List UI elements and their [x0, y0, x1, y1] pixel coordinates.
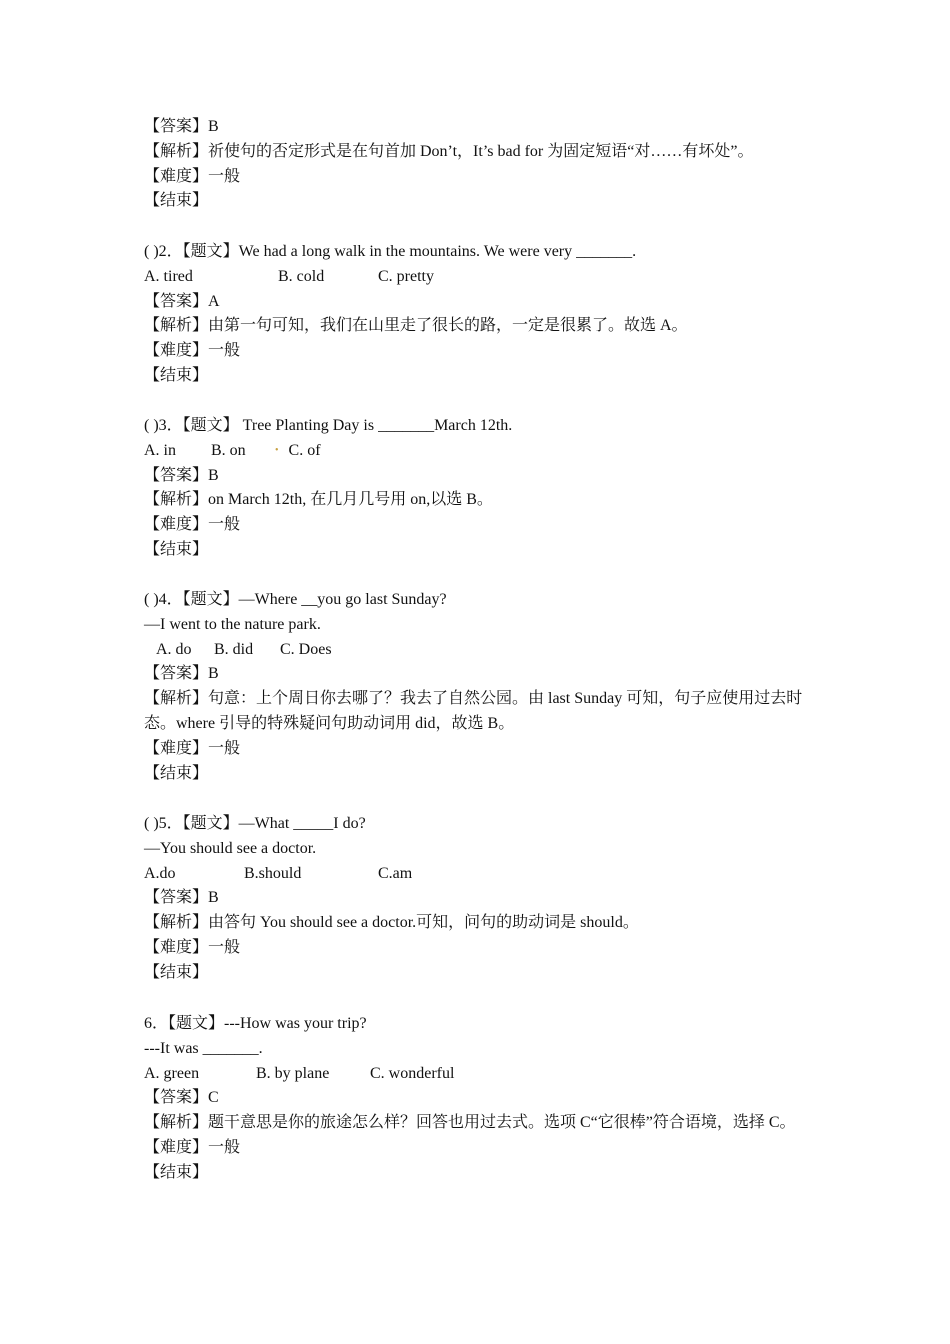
reply-line: —I went to the nature park.: [144, 615, 321, 633]
options-row: [144, 1062, 814, 1087]
options-row: [144, 862, 814, 887]
option-c: C. of: [288, 441, 321, 459]
answer-line: 【答案】A: [144, 292, 220, 310]
analysis-line: 【解析】on March 12th, 在几月几号用 on,以选 B。: [144, 491, 493, 509]
answer-line: 【答案】B: [144, 889, 219, 907]
option-a: A. tired: [144, 267, 193, 285]
question-6: [144, 1012, 814, 1186]
option-b: B. on: [211, 441, 246, 459]
end-line: 【结束】: [144, 1163, 209, 1181]
difficulty-line: 【难度】一般: [144, 938, 241, 956]
analysis-line: 【解析】由答句 You should see a doctor.可知，问句的助动词是 should。: [144, 914, 639, 932]
difficulty-line: 【难度】一般: [144, 342, 241, 360]
question-5: [144, 812, 814, 986]
question-stem: ( )3．【题文】 Tree Planting Day is _______March 12th.: [144, 417, 513, 434]
option-b: B.should: [244, 864, 302, 882]
answer-line: 【答案】B: [144, 118, 219, 135]
option-c: C. wonderful: [370, 1064, 455, 1082]
analysis-line: 【解析】祈使句的否定形式是在句首加 Don’t，It’s bad for 为固定短语“对……有坏处”。: [144, 142, 754, 160]
end-line: 【结束】: [144, 192, 209, 210]
difficulty-line: 【难度】一般: [144, 1138, 241, 1156]
option-c: C. Does: [280, 640, 332, 658]
reply-line: —You should see a doctor.: [144, 839, 317, 857]
analysis-line: 【解析】由第一句可知，我们在山里走了很长的路，一定是很累了。故选 A。: [144, 317, 688, 335]
question-stem: 6．【题文】---How was your trip?: [144, 1015, 367, 1032]
option-b: B. cold: [278, 267, 325, 285]
question-stem: ( )4．【题文】—Where __you go last Sunday?: [144, 591, 447, 608]
question-stem: ( )5．【题文】—What _____I do?: [144, 815, 366, 832]
question-1: [144, 115, 814, 214]
difficulty-line: 【难度】一般: [144, 167, 241, 185]
analysis-line: 【解析】题干意思是你的旅途怎么样？回答也用过去式。选项 C“它很棒”符合语境，选择 C。: [144, 1114, 796, 1132]
option-b: B. did: [214, 640, 254, 658]
end-line: 【结束】: [144, 366, 209, 384]
dot-mark: •: [275, 444, 279, 456]
option-c: C.am: [378, 864, 413, 882]
difficulty-line: 【难度】一般: [144, 739, 241, 757]
question-4: [144, 588, 814, 786]
option-a: A.do: [144, 864, 176, 882]
question-2: [144, 240, 814, 389]
reply-line: ---It was _______.: [144, 1039, 263, 1057]
end-line: 【结束】: [144, 963, 209, 981]
option-a: A. green: [144, 1064, 200, 1082]
option-c: C. pretty: [378, 267, 434, 285]
analysis-line: 【解析】句意：上个周日你去哪了？我去了自然公园。由 last Sunday 可知，句子应使用过去时态。where 引导的特殊疑问句助动词用 did，故选 B。: [144, 690, 803, 732]
options-row: [144, 439, 814, 464]
options-row: [144, 638, 814, 663]
answer-line: 【答案】B: [144, 466, 219, 484]
question-3: [144, 414, 814, 563]
options-row: [144, 265, 814, 290]
answer-line: 【答案】C: [144, 1089, 219, 1107]
option-b: B. by plane: [256, 1064, 330, 1082]
option-a: A. do: [156, 640, 192, 658]
end-line: 【结束】: [144, 764, 209, 782]
answer-line: 【答案】B: [144, 665, 219, 683]
end-line: 【结束】: [144, 540, 209, 558]
difficulty-line: 【难度】一般: [144, 516, 241, 534]
question-stem: ( )2．【题文】We had a long walk in the mountains. We were very _______.: [144, 243, 637, 260]
option-a: A. in: [144, 441, 176, 459]
